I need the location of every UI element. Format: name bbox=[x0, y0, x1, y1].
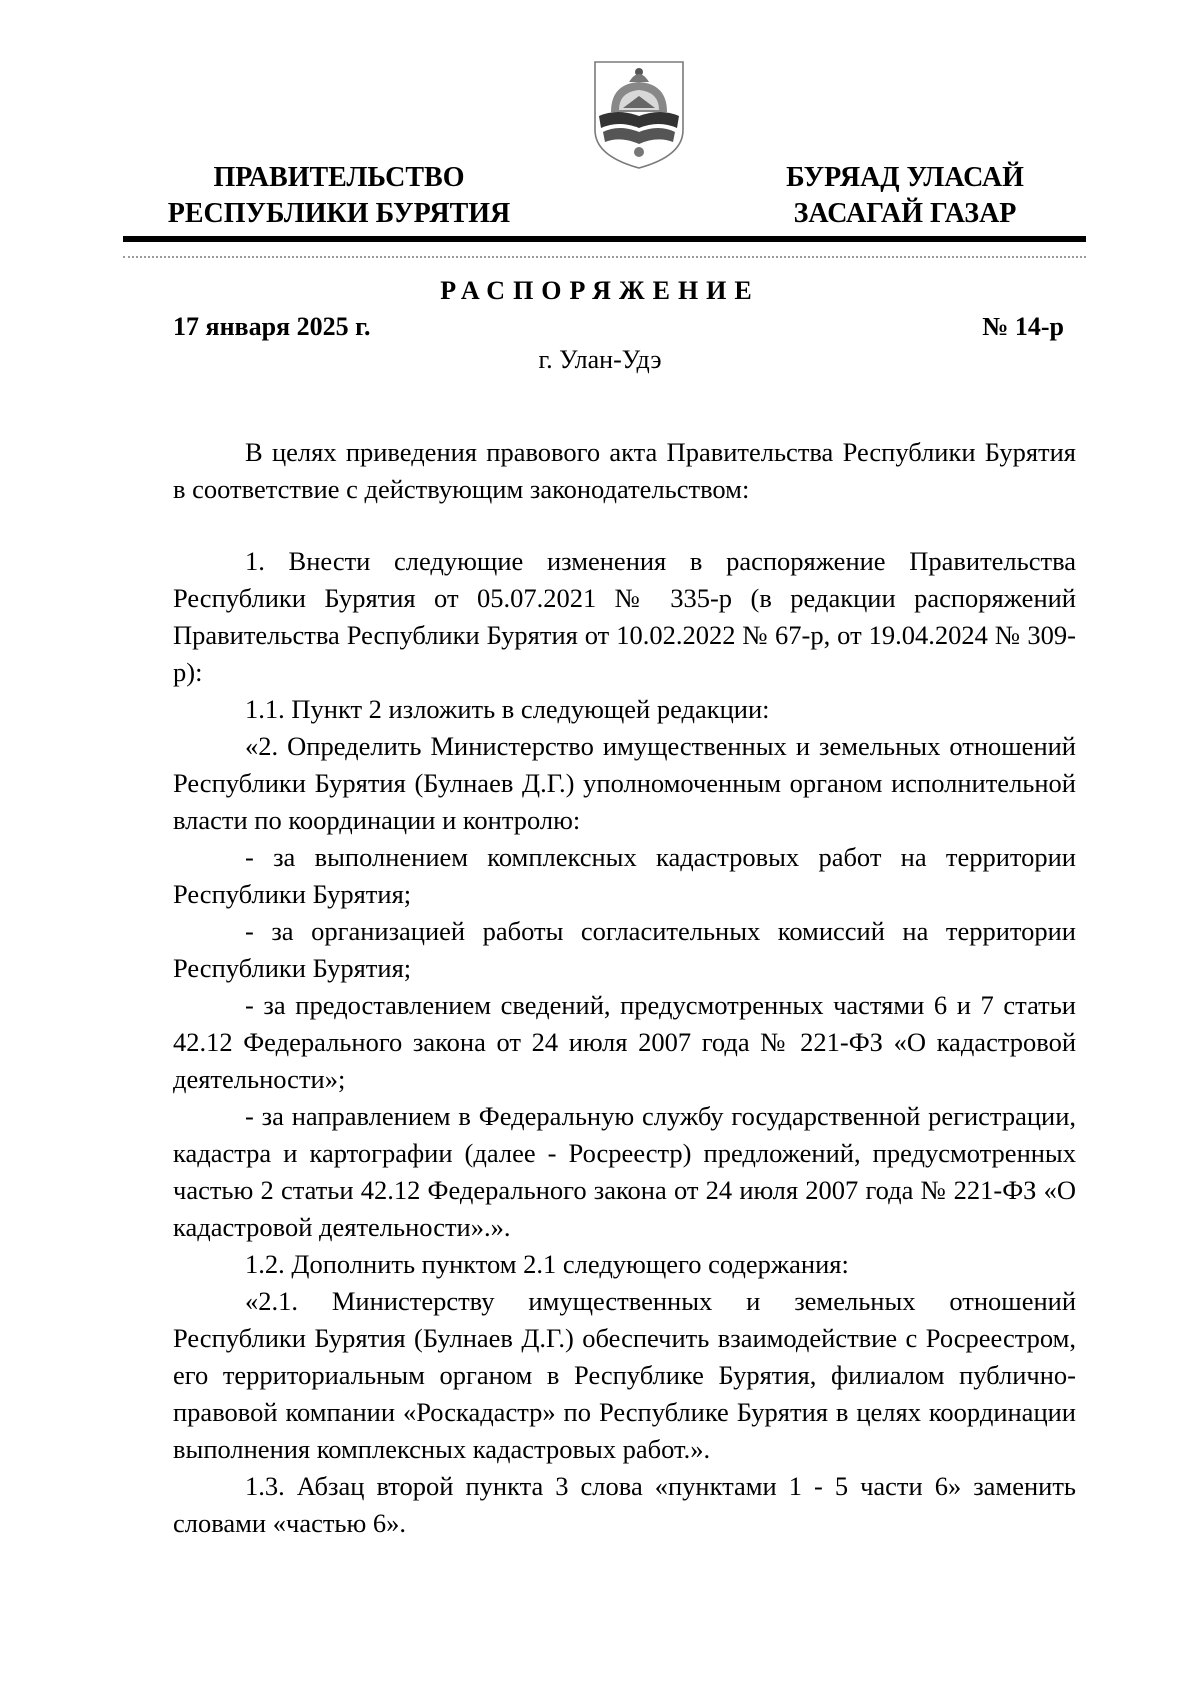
item-1-paragraph: 1. Внести следующие изменения в распоряжение Правительства Республики Бурятия от 05.07.2021 № 335-р (в редакции распоряжений Правительства Республики Бурятия от 10.02.2022 № 67-р, от 19.04.2024 № 309-р): bbox=[173, 546, 1076, 687]
item-1-2-paragraph: 1.2. Дополнить пунктом 2.1 следующего содержания: bbox=[245, 1249, 849, 1279]
government-name-line: ЗАСАГАЙ ГАЗАР bbox=[793, 198, 1017, 229]
government-name-russian bbox=[140, 160, 538, 232]
bullet-paragraph: - за выполнением комплексных кадастровых работ на территории Республики Бурятия; bbox=[173, 842, 1076, 909]
document-number: № 14-р bbox=[982, 312, 1064, 341]
bullet-paragraph: - за предоставлением сведений, предусмотренных частями 6 и 7 статьи 42.12 Федерального закона от 24 июля 2007 года № 221-ФЗ «О кадастровой деятельности»; bbox=[173, 990, 1076, 1094]
document-date: 17 января 2025 г. bbox=[173, 312, 371, 341]
bullet-paragraph: - за направлением в Федеральную службу государственной регистрации, кадастра и картографии (далее - Росреестр) предложений, предусмотренных частью 2 статьи 42.12 Федерального закона от 24 июля 2007 года № 221-ФЗ «О кадастровой деятельности».». bbox=[173, 1101, 1076, 1242]
document-body bbox=[173, 434, 1076, 1542]
item-1-1-paragraph: 1.1. Пункт 2 изложить в следующей редакции: bbox=[245, 694, 770, 724]
preamble-paragraph: В целях приведения правового акта Правительства Республики Бурятия в соответствие с действующим законодательством: bbox=[173, 437, 1076, 504]
header-divider bbox=[123, 236, 1086, 242]
government-name-line: РЕСПУБЛИКИ БУРЯТИЯ bbox=[167, 198, 511, 229]
government-name-line: БУРЯАД УЛАСАЙ bbox=[786, 162, 1024, 193]
document-city: г. Улан-Удэ bbox=[538, 345, 662, 374]
bullet-paragraph: - за организацией работы согласительных комиссий на территории Республики Бурятия; bbox=[173, 916, 1076, 983]
coat-of-arms-icon bbox=[589, 58, 689, 172]
government-name-buryat bbox=[745, 160, 1065, 232]
item-1-3-paragraph: 1.3. Абзац второй пункта 3 слова «пунктами 1 - 5 части 6» заменить словами «частью 6». bbox=[173, 1471, 1076, 1538]
document-type-title: РАСПОРЯЖЕНИЕ bbox=[440, 276, 760, 305]
item-2-1-paragraph: «2.1. Министерству имущественных и земельных отношений Республики Бурятия (Булнаев Д.Г.) обеспечить взаимодействие с Росреестром, его территориальным органом в Республике Бурятия, филиалом публично-правовой компании «Роскадастр» по Республике Бурятия в целях координации выполнения комплексных кадастровых работ.». bbox=[173, 1286, 1076, 1464]
header-divider-dotted bbox=[123, 256, 1086, 258]
item-2-paragraph: «2. Определить Министерство имущественных и земельных отношений Республики Бурятия (Булнаев Д.Г.) уполномоченным органом исполнительной власти по координации и контролю: bbox=[173, 731, 1076, 835]
government-name-line: ПРАВИТЕЛЬСТВО bbox=[213, 162, 465, 193]
